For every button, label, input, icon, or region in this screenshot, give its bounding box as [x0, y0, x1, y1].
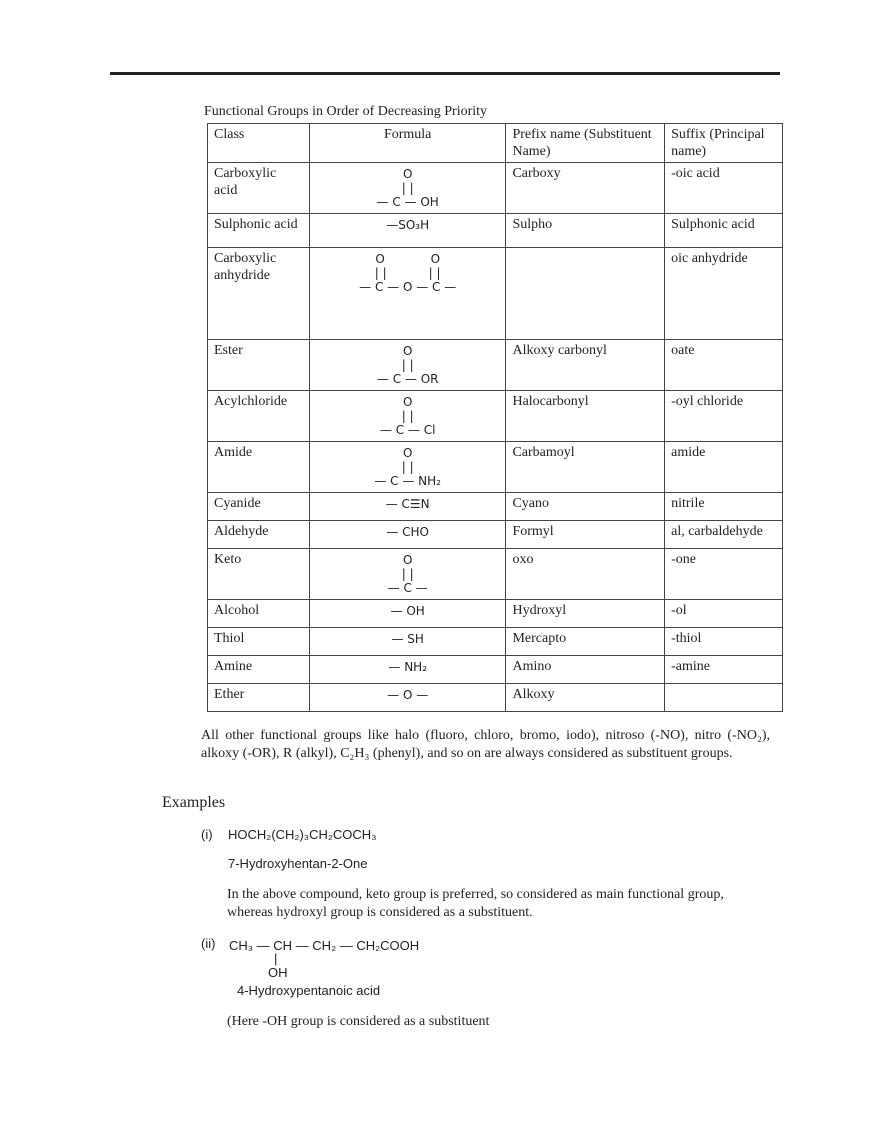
formula-line: | |	[401, 460, 414, 474]
cell-formula	[309, 340, 506, 391]
cell-prefix: Sulpho	[506, 214, 665, 248]
cell-suffix: -oic acid	[665, 163, 783, 214]
table-row	[208, 248, 783, 340]
cell-prefix: Carbamoyl	[506, 442, 665, 493]
cell-formula	[309, 391, 506, 442]
formula-line: | |	[401, 567, 414, 581]
formula-line: O	[402, 395, 413, 409]
example-1-formula: HOCH₂(CH₂)₃CH₂COCH₃	[228, 827, 377, 842]
formula-line: | |	[401, 181, 414, 195]
formula-line: | | | |	[374, 266, 441, 280]
cell-prefix	[506, 248, 665, 340]
example-1-note: In the above compound, keto group is preferred, so considered as main functional group, whereas hydroxyl group is considered as a substituent.	[227, 887, 724, 920]
formula-line: — CHO	[386, 525, 430, 539]
cell-formula	[309, 214, 506, 248]
cell-suffix: oate	[665, 340, 783, 391]
substituent-paragraph: All other functional groups like halo (fluoro, chloro, bromo, iodo), nitroso (-NO), nitro (-NO₂), alkoxy (-OR), R (alkyl), C₂H₃ (phenyl), and so on are always considered as substituent groups.	[201, 728, 770, 761]
cell-prefix: Mercapto	[506, 628, 665, 656]
table-row	[208, 442, 783, 493]
cell-formula	[309, 600, 506, 628]
cell-suffix: amide	[665, 442, 783, 493]
formula-line: O	[402, 344, 413, 358]
formula-line: — C — NH₂	[374, 474, 441, 488]
header-rule	[110, 72, 780, 75]
cell-class: Ester	[208, 340, 310, 391]
example-2-note: (Here -OH group is considered as a substituent	[227, 1014, 490, 1029]
cell-suffix: -one	[665, 549, 783, 600]
cell-class: Thiol	[208, 628, 310, 656]
cell-prefix: Amino	[506, 656, 665, 684]
cell-prefix: Cyano	[506, 493, 665, 521]
example-2-formula: CH₃ — CH — CH₂ — CH₂COOH	[229, 938, 420, 953]
example-2-bond: |	[274, 951, 278, 966]
table-row	[208, 521, 783, 549]
header-prefix: Prefix name (Substituent Name)	[506, 124, 665, 163]
cell-suffix: -oyl chloride	[665, 391, 783, 442]
header-formula: Formula	[309, 124, 506, 163]
table-caption: Functional Groups in Order of Decreasing Priority	[204, 104, 488, 119]
cell-class: Aldehyde	[208, 521, 310, 549]
example-1-number: (i)	[201, 827, 213, 842]
formula-line: — C — O — C —	[359, 280, 457, 294]
formula-line: O O	[375, 252, 441, 266]
formula-line: — O —	[387, 688, 429, 702]
cell-formula	[309, 442, 506, 493]
cell-class: Carboxylic acid	[208, 163, 310, 214]
formula-line: | |	[401, 358, 414, 372]
cell-prefix: Formyl	[506, 521, 665, 549]
example-2-number: (ii)	[201, 936, 216, 951]
table-row	[208, 163, 783, 214]
formula-line: | |	[401, 409, 414, 423]
header-suffix: Suffix (Principal name)	[665, 124, 783, 163]
formula-line: O	[402, 553, 413, 567]
table-row	[208, 549, 783, 600]
cell-prefix: Halocarbonyl	[506, 391, 665, 442]
example-1-name: 7-Hydroxyhentan-2-One	[228, 856, 368, 871]
cell-class: Carboxylic anhydride	[208, 248, 310, 340]
formula-line: — C — OH	[376, 195, 439, 209]
cell-prefix: Carboxy	[506, 163, 665, 214]
table-row	[208, 493, 783, 521]
formula-line: O	[402, 167, 413, 181]
cell-prefix: oxo	[506, 549, 665, 600]
cell-class: Sulphonic acid	[208, 214, 310, 248]
cell-formula	[309, 549, 506, 600]
cell-class: Alcohol	[208, 600, 310, 628]
cell-class: Keto	[208, 549, 310, 600]
cell-suffix: Sulphonic acid	[665, 214, 783, 248]
cell-class: Cyanide	[208, 493, 310, 521]
cell-formula	[309, 628, 506, 656]
cell-class: Acylchloride	[208, 391, 310, 442]
cell-suffix	[665, 684, 783, 712]
cell-prefix: Alkoxy carbonyl	[506, 340, 665, 391]
cell-formula	[309, 521, 506, 549]
formula-line: — C — OR	[376, 372, 439, 386]
table-row	[208, 684, 783, 712]
cell-suffix: oic anhydride	[665, 248, 783, 340]
cell-suffix: -thiol	[665, 628, 783, 656]
table-row	[208, 340, 783, 391]
table-row	[208, 214, 783, 248]
table-row	[208, 628, 783, 656]
example-2-name: 4-Hydroxypentanoic acid	[237, 983, 381, 998]
cell-suffix: -ol	[665, 600, 783, 628]
cell-suffix: nitrile	[665, 493, 783, 521]
cell-formula	[309, 656, 506, 684]
formula-line: — SH	[391, 632, 424, 646]
cell-suffix: -amine	[665, 656, 783, 684]
formula-line: — OH	[390, 604, 425, 618]
table-row	[208, 391, 783, 442]
header-class: Class	[208, 124, 310, 163]
formula-line: — C —	[387, 581, 428, 595]
example-2-branch: OH	[268, 965, 288, 980]
table-header-row	[208, 124, 783, 163]
formula-line: — C☰N	[385, 497, 430, 511]
cell-formula	[309, 163, 506, 214]
cell-prefix: Hydroxyl	[506, 600, 665, 628]
formula-line: — C — Cl	[379, 423, 436, 437]
formula-line: —SO₃H	[386, 218, 430, 232]
cell-formula	[309, 248, 506, 340]
table-row	[208, 600, 783, 628]
formula-line: — NH₂	[388, 660, 427, 674]
examples-heading: Examples	[162, 794, 226, 811]
cell-class: Ether	[208, 684, 310, 712]
formula-line: O	[402, 446, 413, 460]
cell-formula	[309, 493, 506, 521]
cell-formula	[309, 684, 506, 712]
cell-prefix: Alkoxy	[506, 684, 665, 712]
cell-class: Amine	[208, 656, 310, 684]
cell-class: Amide	[208, 442, 310, 493]
cell-suffix: al, carbaldehyde	[665, 521, 783, 549]
table-row	[208, 656, 783, 684]
functional-groups-table	[207, 123, 783, 712]
